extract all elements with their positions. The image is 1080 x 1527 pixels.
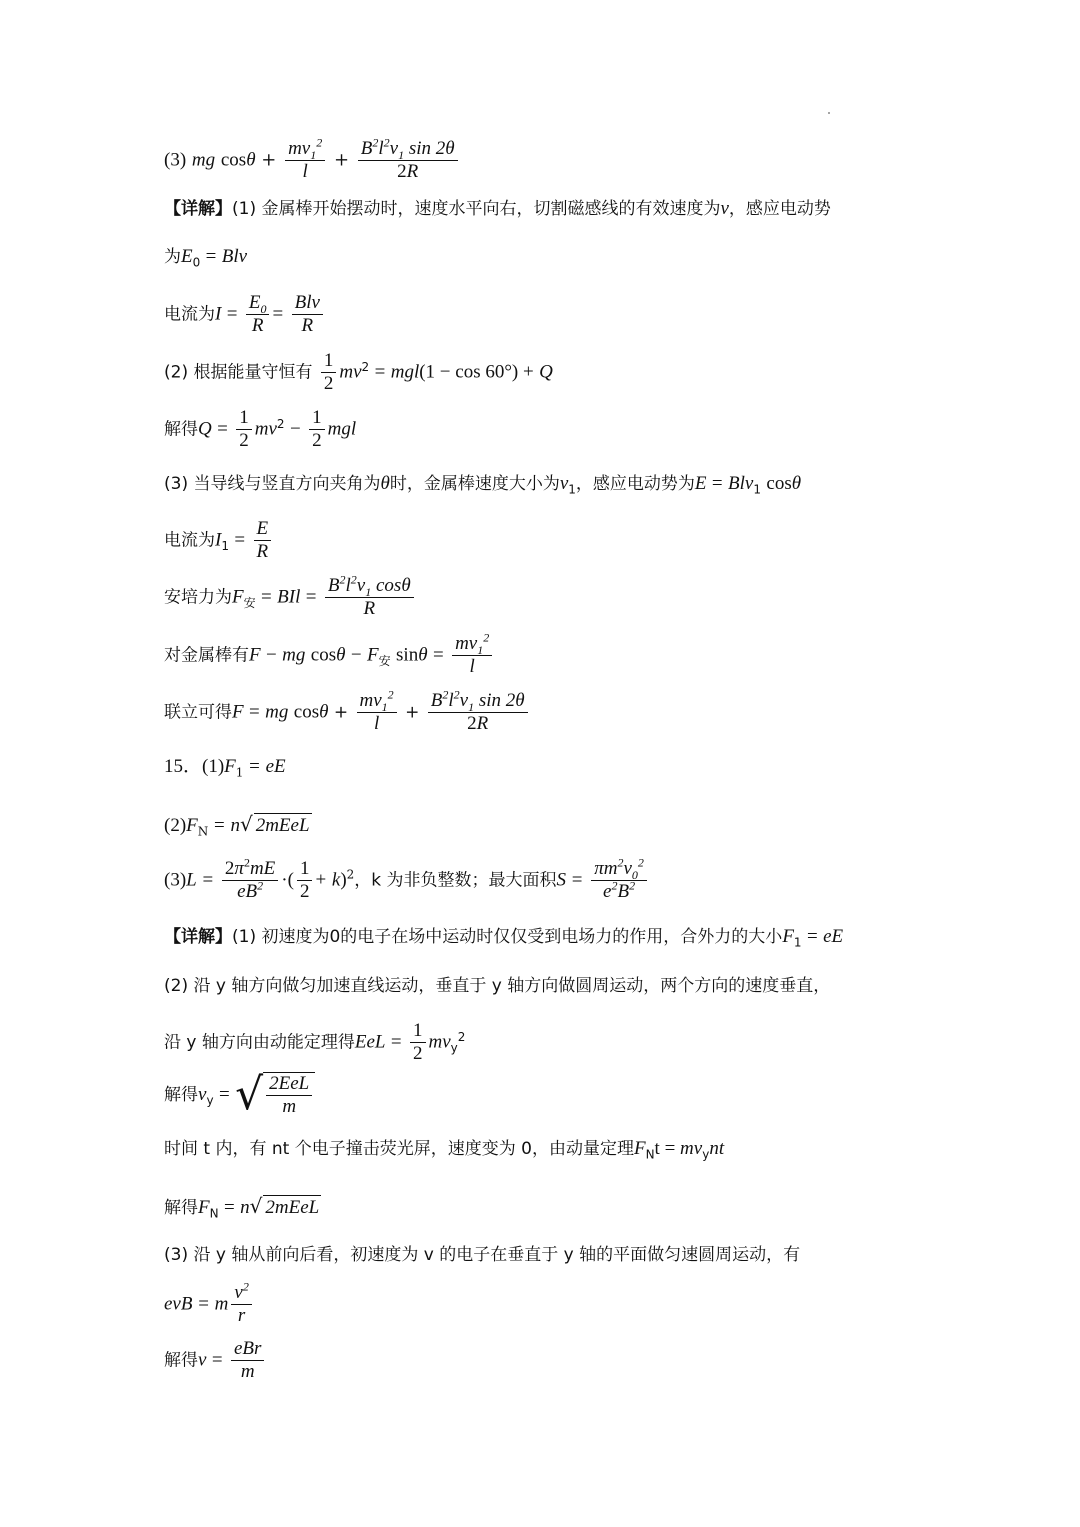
- detail-15-evb: evB = m $\frac{v^2}{r}$: [164, 1282, 255, 1327]
- detail-15-energy: 沿 y 轴方向由动能定理得EeL = $\frac{1}{2}$ $mv_y^2$: [164, 1020, 466, 1064]
- detail-15-2: (2) 沿 y 轴方向做匀加速直线运动，垂直于 y 轴方向做圆周运动，两个方向的速度垂直，: [164, 976, 831, 996]
- detail-14-2: (2) 根据能量守恒有 $\frac{1}{2}$ $mv^2 = mgl(1 - \cos 60^\circ) + Q$: [164, 350, 553, 394]
- detail-14-i1: 电流为$I_1$ = $\frac{E}{R}$: [164, 518, 274, 563]
- detail-14-ampere: 安培力为$F_安$ = BIl = $\frac{B^2l^2v_1 \cos\theta}{R}$: [164, 575, 417, 620]
- detail-14-emf: 为$E_0$ = Blv: [164, 246, 248, 270]
- detail-14-bar: 对金属棒有F − mg $\cos\theta - F_安$ sinθ = $\frac{mv_1^2}{l}$: [164, 633, 495, 678]
- detail-15-3: (3) 沿 y 轴从前向后看，初速度为 v 的电子在垂直于 y 轴的平面做匀速圆周运动，有: [164, 1245, 801, 1265]
- detail-14-solve: 解得Q = $\frac{1}{2}$ $mv^2$ − $\frac{1}{2}$ mgl: [164, 407, 357, 451]
- detail-14-combine: 联立可得F = mg cosθ + $\frac{mv_1^2}{l}$ + $\frac{B^2l^2v_1 \sin 2\theta}{2R}$: [164, 690, 531, 735]
- answer-15-2: $(2)F_N = n√$ 2mEeL: [164, 812, 310, 839]
- detail-14-current: 电流为I = $\frac{E_0}{R}$ = Blv R: [164, 292, 326, 337]
- detail-15-momentum: 时间 t 内，有 nt 个电子撞击荧光屏，速度变为 0，由动量定理$F_Nt = mv_ynt$: [164, 1138, 725, 1162]
- detail-15-v: 解得v = eBr m: [164, 1338, 267, 1383]
- detail-15-vy: 解得$v_y$ = √ 2EeL m: [164, 1070, 315, 1120]
- detail-14-1: 【详解】(1) 金属棒开始摆动时，速度水平向右，切割磁感线的有效速度为v，感应电动势: [164, 198, 831, 219]
- answer-15-3: (3)L = $\frac{2\pi^2mE}{eB^2}$ ·( $\frac{1}{2}$ + k)$^2$，k 为非负整数；最大面积S = $\frac{\pi m^2v_0^2}{e^2B^2}$: [164, 858, 650, 903]
- answer-14-3: (3) mg cosθ + $\frac{mv_1^2}{l}$ + $\frac{B^2l^2v_1 \sin 2\theta}{2R}$: [164, 138, 461, 183]
- detail-15-1: 【详解】(1) 初速度为0的电子在场中运动时仅仅受到电场力的作用，合外力的大小$F_1$ = eE: [164, 926, 844, 950]
- detail-14-3: (3) 当导线与竖直方向夹角为θ时，金属棒速度大小为$v_1$，感应电动势为E = Blv$_1$ cosθ: [164, 473, 802, 497]
- detail-15-fn: 解得$F_N = n√$ 2mEeL: [164, 1194, 320, 1221]
- answer-15-1: 15．$(1)F_1$ = eE: [164, 756, 286, 780]
- scan-dot: [828, 112, 830, 114]
